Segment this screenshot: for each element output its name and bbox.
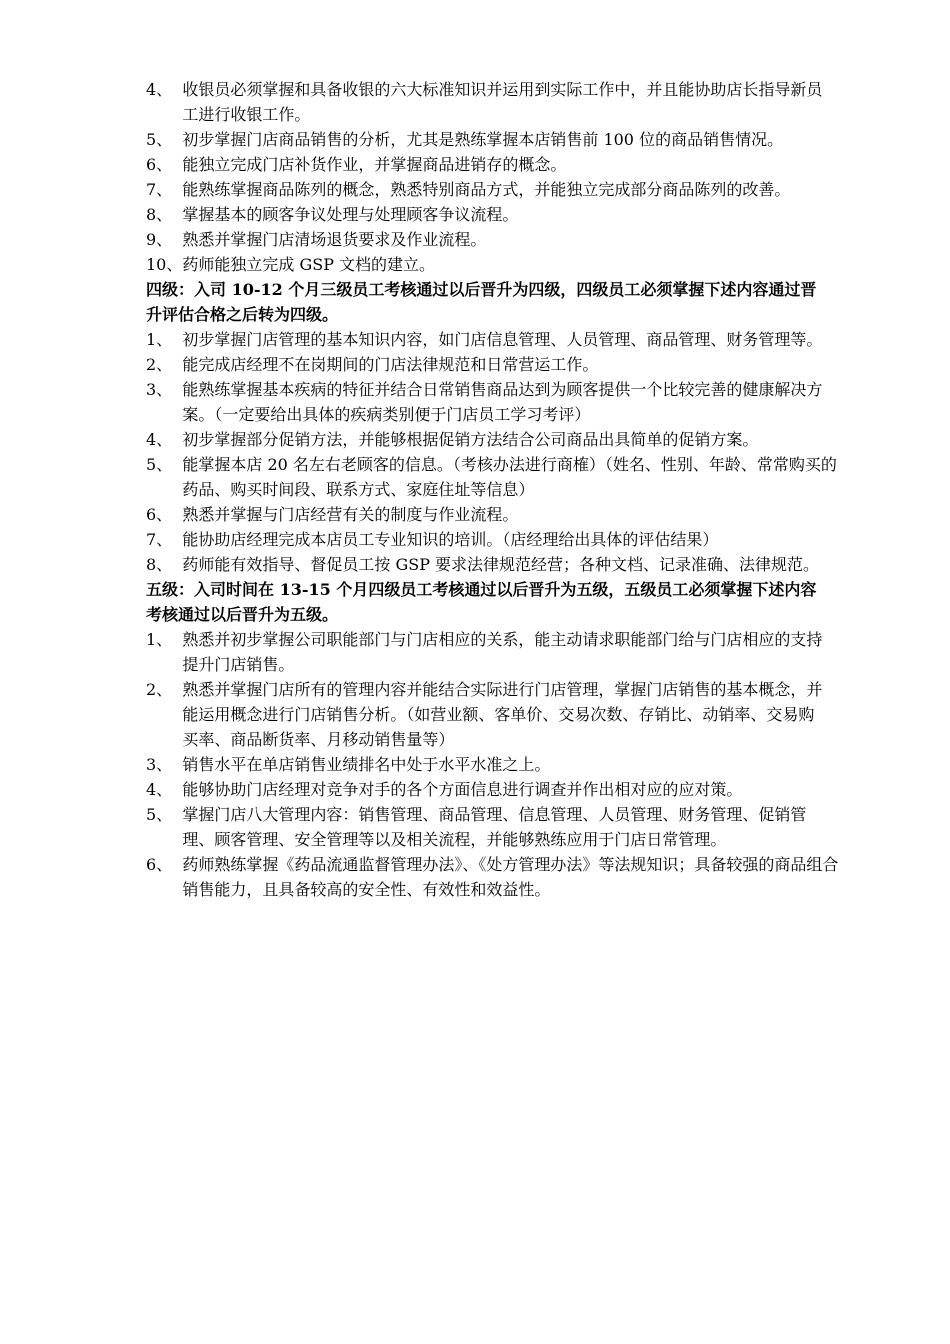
list-item-number: 7、 <box>146 180 183 199</box>
list-item-number: 4、 <box>146 780 183 799</box>
section-heading: 四级：入司 10-12 个月三级员工考核通过以后晋升为四级，四级员工必须掌握下述内容通过晋升评估合格之后转为四级。 <box>146 280 817 324</box>
document-body <box>146 77 839 902</box>
list-item-number: 2、 <box>146 355 183 374</box>
list-item-number: 8、 <box>146 555 183 574</box>
list-item-text: 熟悉并初步掌握公司职能部门与门店相应的关系，能主动请求职能部门给与门店相应的支持提升门店销售。 <box>182 630 823 674</box>
list-item <box>146 677 826 752</box>
list-item <box>146 252 826 277</box>
list-item-number: 6、 <box>146 855 183 874</box>
list-item-text: 能熟练掌握基本疾病的特征并结合日常销售商品达到为顾客提供一个比较完善的健康解决方案。（一定要给出具体的疾病类别便于门店员工学习考评） <box>182 380 823 424</box>
list-item <box>146 802 826 852</box>
list-item-text: 能掌握本店 20 名左右老顾客的信息。（考核办法进行商榷）（姓名、性别、年龄、常常购买的药品、购买时间段、联系方式、家庭住址等信息） <box>182 455 837 499</box>
list-item-number: 6、 <box>146 505 183 524</box>
list-item-number: 5、 <box>146 130 183 149</box>
list-item-text: 熟悉并掌握与门店经营有关的制度与作业流程。 <box>182 505 519 524</box>
list-item-text: 初步掌握门店商品销售的分析，尤其是熟练掌握本店销售前 100 位的商品销售情况。 <box>182 130 784 149</box>
list-item-text: 药师熟练掌握《药品流通监督管理办法》、《处方管理办法》等法规知识；具备较强的商品组合销售能力，且具备较高的安全性、有效性和效益性。 <box>182 855 839 899</box>
list-item <box>146 227 826 252</box>
list-item <box>146 177 826 202</box>
list-item-text: 能熟练掌握商品陈列的概念，熟悉特别商品方式，并能独立完成部分商品陈列的改善。 <box>182 180 791 199</box>
list-item-text: 初步掌握部分促销方法，并能够根据促销方法结合公司商品出具简单的促销方案。 <box>182 430 759 449</box>
list-item-number: 10、 <box>146 255 183 274</box>
list-item-number: 3、 <box>146 755 183 774</box>
list-item <box>146 777 826 802</box>
list-item-number: 7、 <box>146 530 183 549</box>
list-item-text: 能独立完成门店补货作业，并掌握商品进销存的概念。 <box>182 155 567 174</box>
list-item-text: 销售水平在单店销售业绩排名中处于水平水准之上。 <box>182 755 551 774</box>
list-item-text: 熟悉并掌握门店清场退货要求及作业流程。 <box>182 230 487 249</box>
list-item <box>146 427 826 452</box>
list-item-number: 2、 <box>146 680 183 699</box>
list-item-text: 能够协助门店经理对竞争对手的各个方面信息进行调查并作出相对应的应对策。 <box>182 780 743 799</box>
list-item-number: 8、 <box>146 205 183 224</box>
list-item-text: 初步掌握门店管理的基本知识内容，如门店信息管理、人员管理、商品管理、财务管理等。 <box>182 330 823 349</box>
list-item <box>146 527 826 552</box>
list-item-text: 熟悉并掌握门店所有的管理内容并能结合实际进行门店管理，掌握门店销售的基本概念，并能运用概念进行门店销售分析。（如营业额、客单价、交易次数、存销比、动销率、交易购买率、商品断货率、月移动销售量等） <box>182 680 823 749</box>
list-item <box>146 127 826 152</box>
list-item-number: 9、 <box>146 230 183 249</box>
list-item-text: 掌握门店八大管理内容：销售管理、商品管理、信息管理、人员管理、财务管理、促销管理、顾客管理、安全管理等以及相关流程，并能够熟练应用于门店日常管理。 <box>182 805 807 849</box>
list-item-text: 收银员必须掌握和具备收银的六大标准知识并运用到实际工作中，并且能协助店长指导新员工进行收银工作。 <box>182 80 823 124</box>
list-item <box>146 152 826 177</box>
list-item-number: 4、 <box>146 430 183 449</box>
list-item <box>146 352 826 377</box>
list-item <box>146 452 837 502</box>
list-item-number: 3、 <box>146 380 183 399</box>
list-item <box>146 327 826 352</box>
list-item-number: 1、 <box>146 330 183 349</box>
list-item <box>146 752 826 777</box>
section-heading: 五级：入司时间在 13-15 个月四级员工考核通过以后晋升为五级，五级员工必须掌握下述内容考核通过以后晋升为五级。 <box>146 580 817 624</box>
list-item <box>146 77 826 127</box>
list-item-number: 5、 <box>146 805 183 824</box>
list-item <box>146 202 826 227</box>
list-item <box>146 502 826 527</box>
list-item-text: 掌握基本的顾客争议处理与处理顾客争议流程。 <box>182 205 519 224</box>
list-item-text: 能完成店经理不在岗期间的门店法律规范和日常营运工作。 <box>182 355 599 374</box>
list-item <box>146 627 826 677</box>
list-item-number: 4、 <box>146 80 183 99</box>
list-item-text: 能协助店经理完成本店员工专业知识的培训。（店经理给出具体的评估结果） <box>182 530 719 549</box>
list-item <box>146 552 826 577</box>
list-item <box>146 377 826 427</box>
list-item-text: 药师能有效指导、督促员工按 GSP 要求法律规范经营；各种文档、记录准确、法律规范。 <box>182 555 820 574</box>
list-item-number: 1、 <box>146 630 183 649</box>
list-item <box>146 852 839 902</box>
list-item-text: 药师能独立完成 GSP 文档的建立。 <box>182 255 436 274</box>
list-item-number: 5、 <box>146 455 183 474</box>
list-item-number: 6、 <box>146 155 183 174</box>
